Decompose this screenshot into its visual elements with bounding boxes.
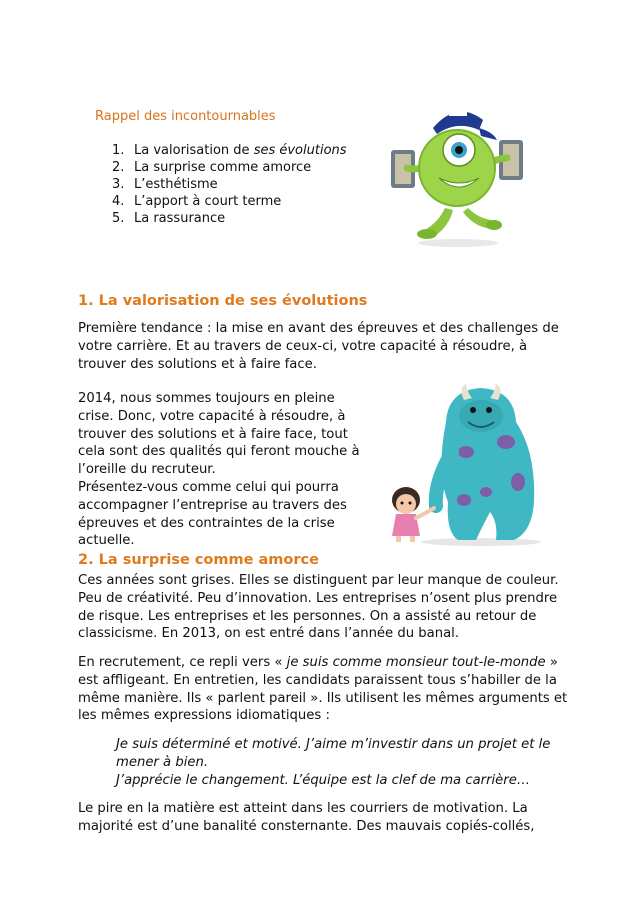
- section-2-paragraph-1: Ces années sont grises. Elles se distinguent par leur manque de couleur. Peu de créativité. Peu d’innovation. Les entreprises n’osent plus prendre de risque. Les entreprises et les personnes. On a assisté au retour de classicisme. En 2013, on est entré dans l’année du banal.: [78, 573, 559, 642]
- recap-list: [112, 142, 347, 227]
- list-item: 4. L’apport à court terme: [112, 194, 282, 209]
- section-1-heading: 1. La valorisation de ses évolutions: [78, 293, 368, 309]
- list-item: 3. L’esthétisme: [112, 177, 218, 192]
- idiomatic-quote: Je suis déterminé et motivé. J’aime m’investir dans un projet et le mener à bien. J’apprécie le changement. L’équipe est la clef de ma carrière…: [116, 737, 551, 788]
- section-1-intro: Première tendance : la mise en avant des épreuves et des challenges de votre carrière. Et au travers de ceux-ci, votre capacité à résoudre, à trouver des solutions et à faire face.: [78, 321, 559, 372]
- section-2-heading: 2. La surprise comme amorce: [78, 552, 319, 568]
- list-item: 5. La rassurance: [112, 211, 226, 226]
- sulley-and-boo-illustration: [386, 382, 551, 547]
- mike-wazowski-illustration: [383, 98, 533, 248]
- list-item: 1. La valorisation de ses évolutions: [112, 143, 347, 158]
- section-2-paragraph-2: En recrutement, ce repli vers « je suis comme monsieur tout-le-monde » est affligeant. En entretien, les candidats paraissent tous s’habiller de la même manière. Ils « parlent pareil ». Ils utilisent les mêmes arguments et les mêmes expressions idiomatiques :: [78, 655, 568, 724]
- section-2-paragraph-3: Le pire en la matière est atteint dans les courriers de motivation. La majorité est d’une banalité consternante. Des mauvais copiés-collés,: [78, 801, 535, 834]
- section-1-body: 2014, nous sommes toujours en pleine crise. Donc, votre capacité à résoudre, à trouver des solutions et à faire face, tout cela sont des qualités qui feront mouche à l’oreille du recruteur. Présentez-vous comme celui qui pourra accompagner l’entreprise au travers des épreuves et des contraintes de la crise actuelle.: [78, 391, 360, 549]
- list-item: 2. La surprise comme amorce: [112, 160, 312, 175]
- recap-title: Rappel des incontournables: [95, 109, 276, 124]
